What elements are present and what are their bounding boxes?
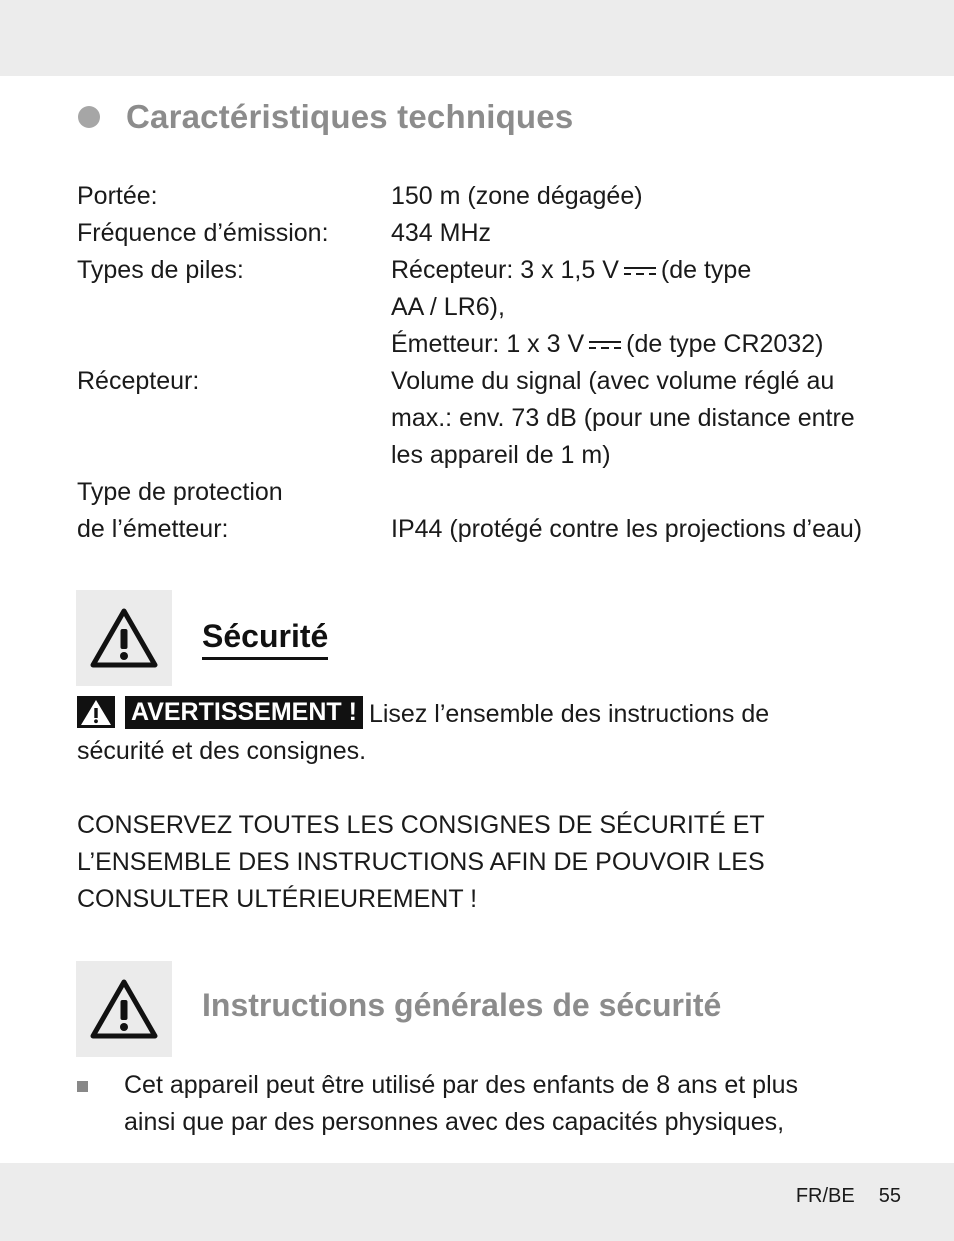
- spec-row-protection: [77, 474, 887, 548]
- safety-title: Sécurité: [202, 617, 328, 660]
- battery-emitter-type: (de type CR2032): [626, 330, 824, 358]
- section-heading: [78, 98, 573, 136]
- heading-bullet-icon: [78, 106, 100, 128]
- battery-emitter-line: [391, 326, 887, 363]
- top-band: [0, 0, 954, 76]
- direct-current-icon: [588, 339, 622, 351]
- spec-label: Fréquence d’émission:: [77, 219, 329, 247]
- battery-receiver-model: AA / LR6),: [391, 293, 505, 321]
- keep-line-1: CONSERVEZ TOUTES LES CONSIGNES DE SÉCURITÉ ET: [77, 811, 765, 839]
- spec-row-frequency: [77, 215, 887, 252]
- receiver-line-3: les appareil de 1 m): [391, 441, 611, 469]
- warning-small-icon: [77, 696, 115, 728]
- protection-spacer: [391, 474, 887, 511]
- spec-row-batteries: [77, 252, 887, 363]
- spec-value: [391, 474, 887, 548]
- keep-line-2: L’ENSEMBLE DES INSTRUCTIONS AFIN DE POUVOIR LES: [77, 848, 765, 876]
- spec-value: [391, 252, 887, 363]
- list-item-line-1: Cet appareil peut être utilisé par des enfants de 8 ans et plus: [124, 1071, 799, 1099]
- keep-instructions-notice: [77, 807, 897, 918]
- square-bullet-icon: [77, 1081, 88, 1092]
- spec-label: [77, 474, 391, 548]
- list-item-text: [124, 1067, 798, 1141]
- safety-warning-box: [76, 590, 172, 686]
- list-item: [77, 1067, 897, 1141]
- general-warning-box: [76, 961, 172, 1057]
- spec-label: Portée:: [77, 182, 158, 210]
- battery-receiver-text: Récepteur: 3 x 1,5 V: [391, 256, 619, 284]
- general-safety-title: Instructions générales de sécurité: [202, 987, 722, 1023]
- spec-value: 434 MHz: [391, 219, 492, 247]
- warning-triangle-icon: [89, 978, 159, 1040]
- spec-row-range: [77, 178, 887, 215]
- battery-emitter-text: Émetteur: 1 x 3 V: [391, 330, 585, 358]
- protection-label-2: de l’émetteur:: [77, 515, 229, 543]
- spec-value: [391, 363, 887, 474]
- protection-value: IP44 (protégé contre les projections d’eau): [391, 515, 863, 543]
- footer-locale: FR/BE: [795, 1185, 855, 1207]
- receiver-line-2: max.: env. 73 dB (pour une distance entre: [391, 404, 855, 432]
- warning-text-1: Lisez l’ensemble des instructions de: [368, 700, 770, 728]
- direct-current-icon: [623, 265, 657, 277]
- page-footer: [796, 1185, 901, 1208]
- section-title: Caractéristiques techniques: [126, 98, 574, 135]
- spec-row-receiver: [77, 363, 887, 474]
- protection-label-1: Type de protection: [77, 478, 283, 506]
- general-safety-list: [77, 1067, 897, 1141]
- spec-table: [77, 178, 887, 548]
- warning-paragraph: [77, 696, 897, 770]
- receiver-line-1: Volume du signal (avec volume réglé au: [391, 367, 835, 395]
- battery-receiver-type: (de type: [660, 256, 752, 284]
- warning-text-2: sécurité et des consignes.: [77, 737, 367, 765]
- spec-label: Types de piles:: [77, 256, 244, 284]
- keep-line-3: CONSULTER ULTÉRIEUREMENT !: [77, 885, 478, 913]
- warning-badge: AVERTISSEMENT !: [125, 696, 363, 729]
- list-item-line-2: ainsi que par des personnes avec des capacités physiques,: [124, 1108, 785, 1136]
- spec-label: Récepteur:: [77, 367, 200, 395]
- page-number: 55: [878, 1185, 901, 1207]
- spec-value: 150 m (zone dégagée): [391, 182, 643, 210]
- warning-triangle-icon: [89, 607, 159, 669]
